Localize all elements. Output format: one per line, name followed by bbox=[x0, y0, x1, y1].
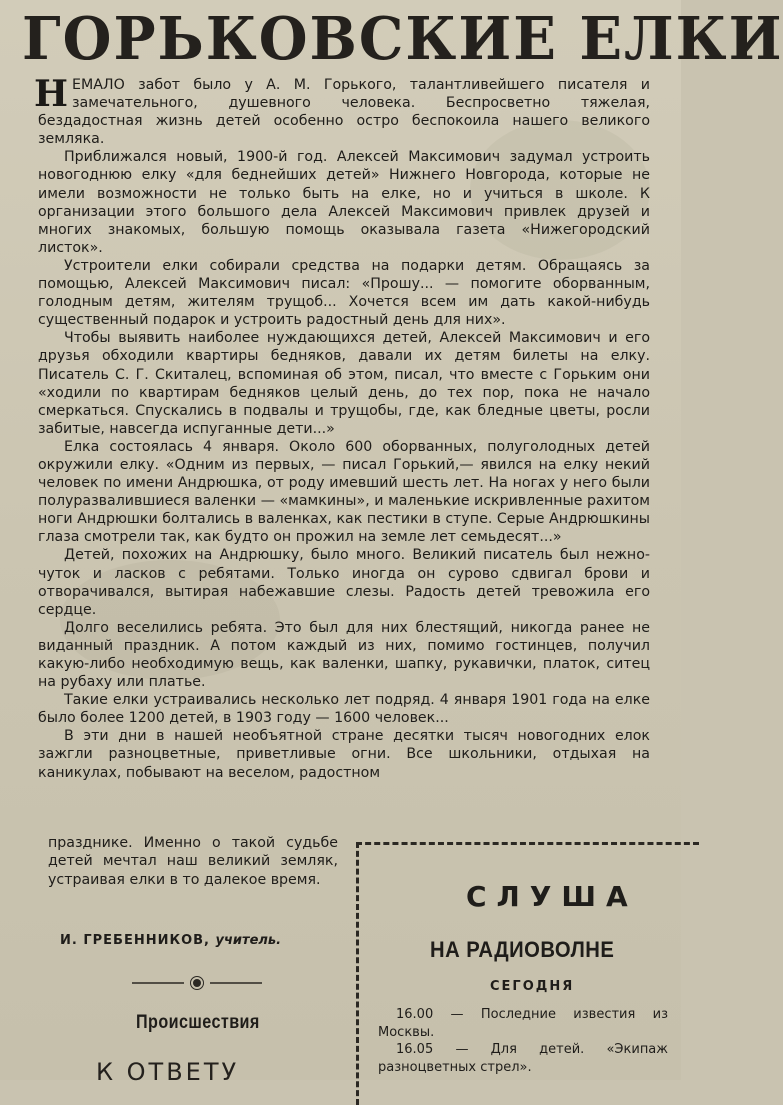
article-paragraph: Долго веселились ребята. Это был для них блестящий, никогда ранее не виданный праздник. А потом каждый из них, помимо гостинцев, получил какую-либо необходимую вещь, как валенки, шапку, рукавички, платок, ситец на рубаху или платье. bbox=[38, 619, 650, 691]
author-name: И. ГРЕБЕННИКОВ, bbox=[60, 933, 210, 948]
radio-subtitle: НА РАДИОВОЛНЕ bbox=[430, 937, 615, 962]
article-ending: празднике. Именно о такой судьбе детей мечтал наш великий земляк, устраивая елки в то далекое время. bbox=[48, 835, 338, 888]
article-paragraph: Елка состоялась 4 января. Около 600 оборванных, полуголодных детей окружили елку. «Одним из первых, — писал Горький,— явился на елку некий человек по имени Андрюшка, от роду имевший шесть лет. На ногах у него были полуразвалившиеся валенки — «мамкины», и маленькие искривленные рахитом ноги Андрюшки болтались в валенках, как пестики в ступе. Серые Андрюшкины глаза смотрели так, как будто он прожил на земле лет семьдесят...» bbox=[38, 438, 650, 546]
article-paragraph: Такие елки устраивались несколько лет подряд. 4 января 1901 года на елке было более 1200 детей, в 1903 году — 1600 человек... bbox=[38, 692, 650, 727]
article-body bbox=[34, 73, 650, 782]
author-role: учитель. bbox=[215, 933, 282, 948]
radio-day: СЕГОДНЯ bbox=[490, 979, 575, 994]
article-paragraph: В эти дни в нашей необъятной стране десятки тысяч новогодних елок зажгли разноцветные, приветливые огни. Все школьники, отдыхая на каникулах, побывают на веселом, радостном bbox=[38, 728, 650, 781]
article-paragraph: Устроители елки собирали средства на подарки детям. Обращаясь за помощью, Алексей Максимович писал: «Прошу... — помогите оборванным, голодным детям, жителям трущоб... Хочется всем им дать какой-нибудь существенный подарок и устроить радостный день для них». bbox=[38, 257, 650, 329]
article-paragraph: Приближался новый, 1900-й год. Алексей Максимович задумал устроить новогоднюю елку «для беднейших детей» Нижнего Новгорода, которые не имели возможности не только быть на елке, но и учиться в школе. К организации этого большого дела Алексей Максимович привлек друзей и многих знакомых, большую помощь оказывала газета «Нижегородский листок». bbox=[38, 149, 650, 256]
incident-headline: К ОТВЕТУ bbox=[96, 1058, 240, 1086]
radio-schedule bbox=[378, 1006, 668, 1076]
article-paragraph: НЕМАЛО забот было у А. М. Горького, талантливейшего писателя и замечательного, душевного человека. Беспросветно тяжелая, бездадостная жизнь детей особенно остро беспокоила нашего великого земляка. bbox=[34, 73, 650, 148]
section-title-incidents: Происшествия bbox=[136, 1012, 260, 1033]
article-ending-column bbox=[38, 834, 338, 889]
article-paragraph: Детей, похожих на Андрюшку, было много. Великий писатель был нежно-чуток и ласков с ребятами. Только иногда он сурово сдвигал брови и отворачивался, вытирая набежавшие слезы. Радость детей тревожила его сердце. bbox=[38, 547, 650, 618]
article-headline: ГОРЬКОВСКИЕ ЕЛКИ bbox=[22, 4, 783, 74]
drop-cap: Н bbox=[34, 73, 69, 115]
schedule-entry: 16.05 — Для детей. «Экипаж разноцветных стрел». bbox=[378, 1042, 668, 1075]
schedule-entry: 16.00 — Последние известия из Москвы. bbox=[378, 1007, 668, 1040]
article-paragraph: Чтобы выявить наиболее нуждающихся детей, Алексей Максимович и его друзья обходили квартиры бедняков, давали их детям билеты на елку. Писатель С. Г. Скиталец, вспоминая об этом, писал, что вместе с Горьким они «ходили по квартирам бедняков целый день, до тех пор, пока не начало смеркаться. Спускались в подвалы и трущобы, где, как бледные цветы, росли забитые, навсегда испуганные дети...» bbox=[38, 330, 650, 437]
ornament-divider bbox=[132, 976, 262, 990]
radio-title: СЛУША bbox=[466, 880, 638, 913]
author-signature bbox=[60, 933, 340, 948]
